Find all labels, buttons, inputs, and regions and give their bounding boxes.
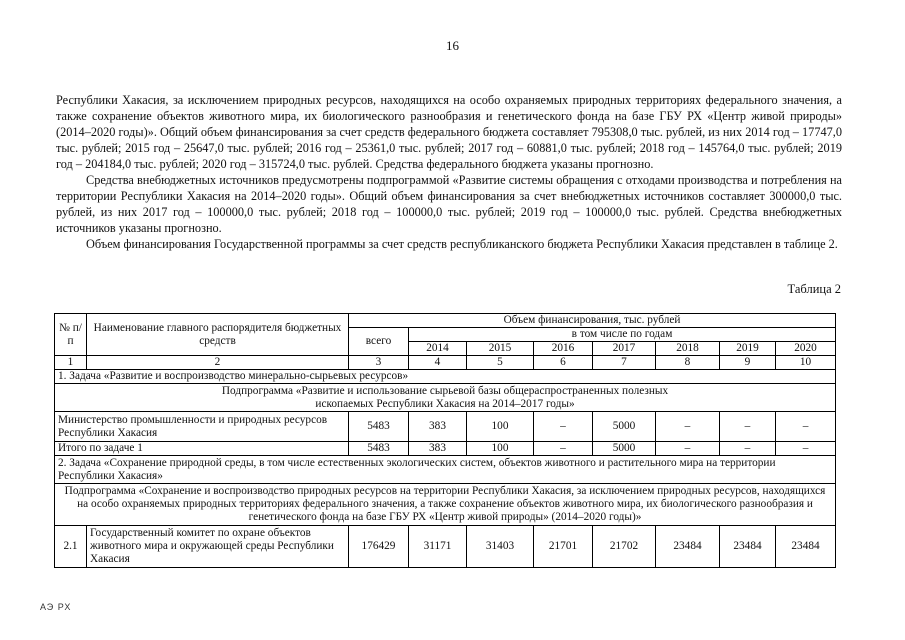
column-number: 3 [349,356,409,370]
row-value: 5000 [593,412,656,442]
column-number: 4 [409,356,467,370]
row-value: 100 [467,442,534,456]
column-number: 9 [720,356,776,370]
header-year: 2016 [534,342,593,356]
task-1-title: 1. Задача «Развитие и воспроизводство минерально-сырьевых ресурсов» [55,370,836,384]
table-row [55,412,836,442]
table-caption: Таблица 2 [787,282,841,296]
row-value: 5000 [593,442,656,456]
row-value: 21701 [534,526,593,568]
page-number: 16 [446,38,459,53]
row-value: 23484 [720,526,776,568]
body-text [56,92,842,252]
row-value: – [534,412,593,442]
financing-table [54,313,836,568]
column-number: 7 [593,356,656,370]
row-value: 383 [409,442,467,456]
header-year: 2014 [409,342,467,356]
row-value: – [720,442,776,456]
row-value: 31403 [467,526,534,568]
row-value: 383 [409,412,467,442]
row-value: – [776,442,836,456]
paragraph-3: Объем финансирования Государственной программы за счет средств республиканского бюджета Республики Хакасия представлен в таблице 2. [86,237,838,251]
footer-mark: АЭ РХ [40,602,72,612]
row-value: 176429 [349,526,409,568]
column-number: 5 [467,356,534,370]
row-name: Итого по задаче 1 [55,442,349,456]
row-value: – [656,442,720,456]
paragraph-2: Средства внебюджетных источников предусмотрены подпрограммой «Развитие системы обращения с отходами производства и потребления на территории Республики Хакасия на 2014–2020 годы». Общий объем финансирования за счет внебюджетных источников составляет 300000,0 тыс. рублей, из них 2017 год – 100000,0 тыс. рублей; 2018 год – 100000,0 тыс. рублей; 2019 год – 100000,0 тыс. рублей. Средства внебюджетных источников указаны прогнозно. [56,173,842,235]
row-value: 21702 [593,526,656,568]
row-value: – [776,412,836,442]
row-value: – [720,412,776,442]
header-name: Наименование главного распорядителя бюджетных средств [87,314,349,356]
row-value: 31171 [409,526,467,568]
header-year: 2019 [720,342,776,356]
header-years-group: в том числе по годам [409,328,836,342]
row-value: 5483 [349,412,409,442]
row-value: 100 [467,412,534,442]
header-year: 2017 [593,342,656,356]
subprogram-1-title: Подпрограмма «Развитие и использование сырьевой базы общераспространенных полезных ископаемых Республики Хакасия на 2014–2017 годы» [55,384,836,412]
header-year: 2018 [656,342,720,356]
row-num: 2.1 [55,526,87,568]
row-value: 23484 [656,526,720,568]
row-value: – [534,442,593,456]
column-number: 6 [534,356,593,370]
header-year: 2020 [776,342,836,356]
row-value: 5483 [349,442,409,456]
task-2-title: 2. Задача «Сохранение природной среды, в том числе естественных экологических систем, объектов животного и растительного мира на территории Республики Хакасия» [55,456,836,484]
paragraph-1: Республики Хакасия, за исключением природных ресурсов, находящихся на особо охраняемых природных территориях федерального значения, а также сохранение объектов животного мира, их биологического разнообразия и генетического фонда на базе ГБУ РХ «Центр живой природы» (2014–2020 годы)». Общий объем финансирования за счет средств федерального бюджета составляет 795308,0 тыс. рублей, из них 2014 год – 17747,0 тыс. рублей; 2015 год – 25647,0 тыс. рублей; 2016 год – 25361,0 тыс. рублей; 2017 год – 60881,0 тыс. рублей; 2018 год – 145764,0 тыс. рублей; 2019 год – 204184,0 тыс. рублей; 2020 год – 315724,0 тыс. рублей. Средства федерального бюджета указаны прогнозно. [56,93,842,171]
column-number: 2 [87,356,349,370]
column-number: 8 [656,356,720,370]
column-number: 1 [55,356,87,370]
header-volume: Объем финансирования, тыс. рублей [349,314,836,328]
header-num: № п/п [55,314,87,356]
subprogram-2-title: Подпрограмма «Сохранение и воспроизводство природных ресурсов на территории Республики Хакасия, за исключением природных ресурсов, находящихся на особо охраняемых природных территориях федерального значения, а также сохранение объектов животного мира, их биологического разнообразия и генетического фонда на базе ГБУ РХ «Центр живой природы» (2014–2020 годы)» [55,484,836,526]
row-name: Государственный комитет по охране объектов животного мира и окружающей среды Республики Хакасия [87,526,349,568]
header-total: всего [349,328,409,356]
row-name: Министерство промышленности и природных ресурсов Республики Хакасия [55,412,349,442]
table-row [55,526,836,568]
row-value: 23484 [776,526,836,568]
column-number: 10 [776,356,836,370]
row-value: – [656,412,720,442]
column-number-row [55,356,836,370]
header-year: 2015 [467,342,534,356]
table-row [55,442,836,456]
